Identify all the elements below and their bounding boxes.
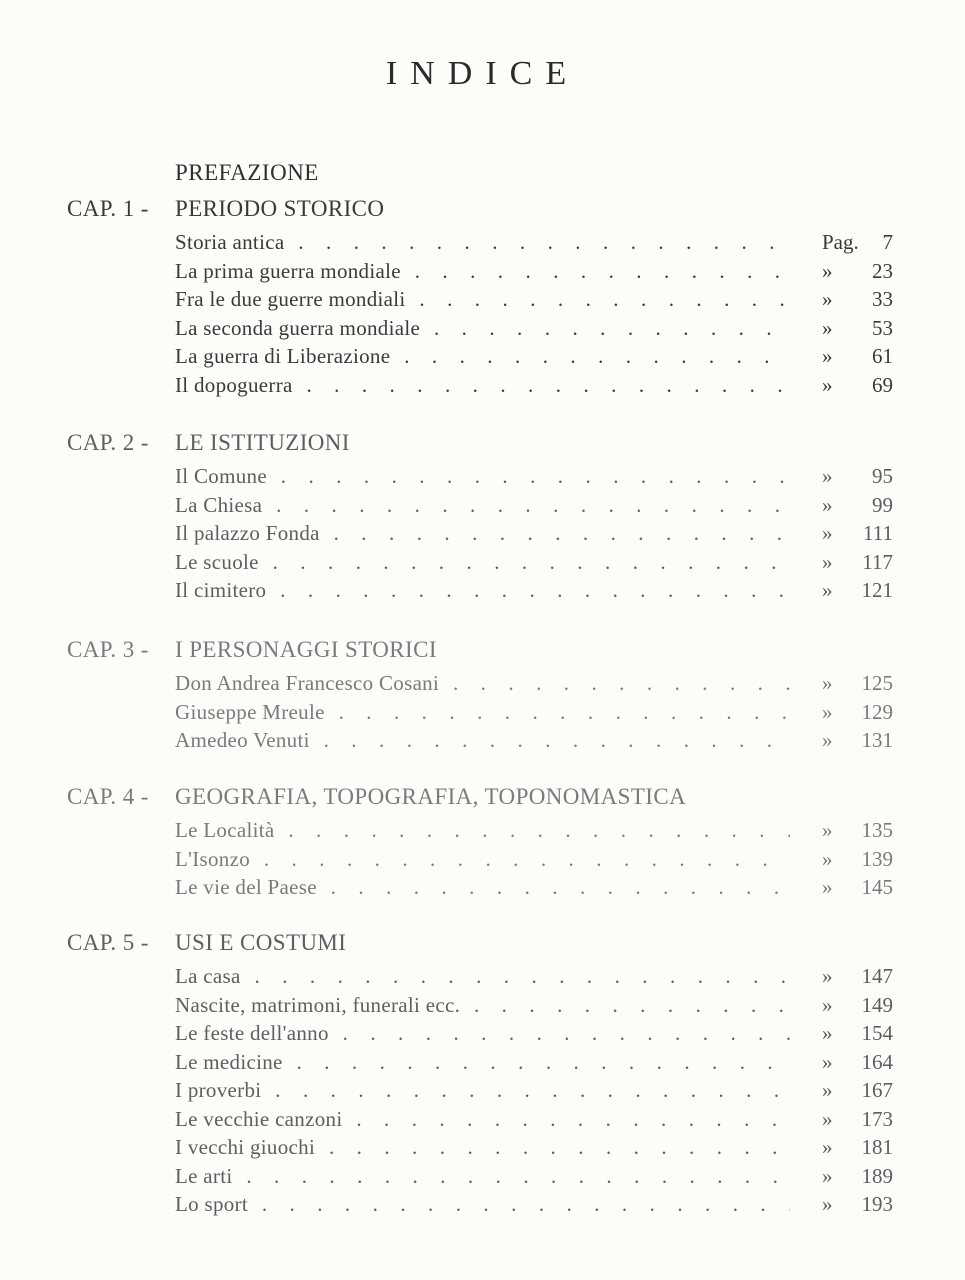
- toc-entry: [0, 316, 965, 345]
- chapter-number: CAP. 2 -: [67, 430, 149, 455]
- page-number: 129: [861, 699, 893, 724]
- page-marker: »: [822, 671, 833, 695]
- page-marker: »: [822, 372, 833, 397]
- page-marker: »: [822, 1192, 833, 1216]
- page-marker: »: [822, 1106, 833, 1131]
- toc-entry: [0, 344, 965, 373]
- entry-title: Giuseppe Mreule . . .: [175, 700, 790, 725]
- entry-title: La Chiesa . . .: [175, 493, 790, 518]
- toc-entry: [0, 578, 965, 607]
- page-marker: »: [822, 846, 833, 871]
- page-marker: »: [822, 964, 833, 988]
- chapter-section: [0, 196, 965, 401]
- toc-entry: [0, 1164, 965, 1193]
- page-marker: »: [822, 521, 833, 545]
- toc-entry: [0, 287, 965, 316]
- page-number: 181: [861, 1135, 893, 1159]
- page-marker: »: [822, 875, 833, 899]
- toc-entry: [0, 1192, 965, 1221]
- entry-title: La prima guerra mondiale . . .: [175, 259, 790, 284]
- page-marker: »: [822, 549, 833, 574]
- toc-entry: [0, 964, 965, 993]
- page-number: 135: [861, 818, 893, 842]
- chapter-heading: [0, 430, 965, 464]
- chapter-title: I PERSONAGGI STORICI: [175, 637, 437, 662]
- entry-title: Il dopoguerra . . .: [175, 373, 790, 398]
- page-marker: »: [822, 1021, 833, 1045]
- toc-entry: [0, 1021, 965, 1050]
- page-marker: »: [822, 1049, 833, 1074]
- toc-entry: [0, 550, 965, 579]
- entry-title: Le medicine . . .: [175, 1050, 790, 1075]
- page-marker: »: [822, 1135, 833, 1159]
- page-number: 53: [872, 315, 893, 340]
- page-marker: »: [822, 699, 833, 724]
- entry-title: Nascite, matrimoni, funerali ecc. . . .: [175, 993, 790, 1018]
- chapter-section: [0, 930, 965, 1221]
- toc-entry: [0, 993, 965, 1022]
- toc-entry: [0, 1107, 965, 1136]
- chapter-heading: [0, 784, 965, 818]
- toc-entry: [0, 373, 965, 402]
- entry-title: Le Località . . .: [175, 818, 790, 843]
- page-marker: »: [822, 344, 833, 368]
- entry-title: Don Andrea Francesco Cosani . . .: [175, 671, 790, 696]
- toc-entry: [0, 1050, 965, 1079]
- page-marker: »: [822, 287, 833, 311]
- entry-title: La casa . . .: [175, 964, 790, 989]
- entry-title: Storia antica . . .: [175, 230, 790, 255]
- page-number: 125: [861, 671, 893, 695]
- page-marker: »: [822, 492, 833, 517]
- toc-entry: [0, 230, 965, 259]
- page-number: 61: [872, 344, 893, 368]
- entry-title: Lo sport . . .: [175, 1192, 790, 1217]
- page-marker: »: [822, 315, 833, 340]
- chapter-section: [0, 637, 965, 757]
- entry-title: Amedeo Venuti . . .: [175, 728, 790, 753]
- chapter-number: CAP. 3 -: [67, 637, 149, 662]
- chapter-title: LE ISTITUZIONI: [175, 430, 350, 455]
- entry-title: Il Comune . . .: [175, 464, 790, 489]
- page-marker: »: [822, 464, 833, 488]
- page-number: 189: [861, 1163, 893, 1188]
- page-number: 131: [861, 728, 893, 752]
- page-number: 154: [861, 1021, 893, 1045]
- chapter-title: USI E COSTUMI: [175, 930, 347, 955]
- page-number: 164: [861, 1049, 893, 1074]
- entry-title: Le feste dell'anno . . .: [175, 1021, 790, 1046]
- toc-entry: [0, 521, 965, 550]
- toc-entry: [0, 1135, 965, 1164]
- toc-entry: [0, 700, 965, 729]
- page-number: 111: [863, 521, 893, 545]
- toc-entry: [0, 818, 965, 847]
- toc-entry: [0, 259, 965, 288]
- toc-entry: [0, 728, 965, 757]
- toc-entry: [0, 464, 965, 493]
- page-number: 117: [862, 549, 893, 574]
- chapter-section: [0, 784, 965, 904]
- page-marker: Pag.: [822, 230, 859, 254]
- chapter-heading: [0, 196, 965, 230]
- entry-title: Le vecchie canzoni . . .: [175, 1107, 790, 1132]
- toc-entry: [0, 1078, 965, 1107]
- toc-entry: [0, 493, 965, 522]
- entry-title: Il palazzo Fonda . . .: [175, 521, 790, 546]
- entry-title: I vecchi giuochi . . .: [175, 1135, 790, 1160]
- page-marker: »: [822, 1078, 833, 1102]
- page-marker: »: [822, 818, 833, 842]
- page-marker: »: [822, 728, 833, 752]
- toc-entry: [0, 847, 965, 876]
- page-number: 95: [872, 464, 893, 488]
- entry-title: Le vie del Paese . . .: [175, 875, 790, 900]
- entry-title: La guerra di Liberazione . . .: [175, 344, 790, 369]
- page-number: 145: [861, 875, 893, 899]
- toc-entry: [0, 875, 965, 904]
- entry-title: I proverbi . . .: [175, 1078, 790, 1103]
- chapter-number: CAP. 5 -: [67, 930, 149, 955]
- entry-title: Fra le due guerre mondiali . . .: [175, 287, 790, 312]
- chapter-heading: [0, 637, 965, 671]
- chapter-number: CAP. 4 -: [67, 784, 149, 809]
- page-marker: »: [822, 258, 833, 283]
- page-marker: »: [822, 578, 833, 602]
- chapter-section: [0, 430, 965, 607]
- toc-entry: [0, 671, 965, 700]
- chapter-number: CAP. 1 -: [67, 196, 149, 221]
- page-number: 149: [861, 992, 893, 1017]
- chapter-title: PERIODO STORICO: [175, 196, 385, 221]
- page-number: 7: [882, 230, 893, 254]
- page-number: 69: [872, 372, 893, 397]
- entry-title: L'Isonzo . . .: [175, 847, 790, 872]
- page-number: 33: [872, 287, 893, 311]
- chapter-title: GEOGRAFIA, TOPOGRAFIA, TOPONOMASTICA: [175, 784, 687, 809]
- page-title: INDICE: [385, 55, 580, 92]
- page-marker: »: [822, 992, 833, 1017]
- page-marker: »: [822, 1163, 833, 1188]
- entry-title: Le scuole . . .: [175, 550, 790, 575]
- entry-title: La seconda guerra mondiale . . .: [175, 316, 790, 341]
- page-number: 99: [872, 492, 893, 517]
- page-number: 139: [861, 846, 893, 871]
- page-number: 173: [861, 1106, 893, 1131]
- page-number: 167: [861, 1078, 893, 1102]
- page-number: 193: [861, 1192, 893, 1216]
- page-number: 147: [861, 964, 893, 988]
- entry-title: Le arti . . .: [175, 1164, 790, 1189]
- page-number: 23: [872, 258, 893, 283]
- chapter-heading: [0, 930, 965, 964]
- prefazione-heading: PREFAZIONE: [175, 160, 319, 185]
- page-number: 121: [861, 578, 893, 602]
- entry-title: Il cimitero . . .: [175, 578, 790, 603]
